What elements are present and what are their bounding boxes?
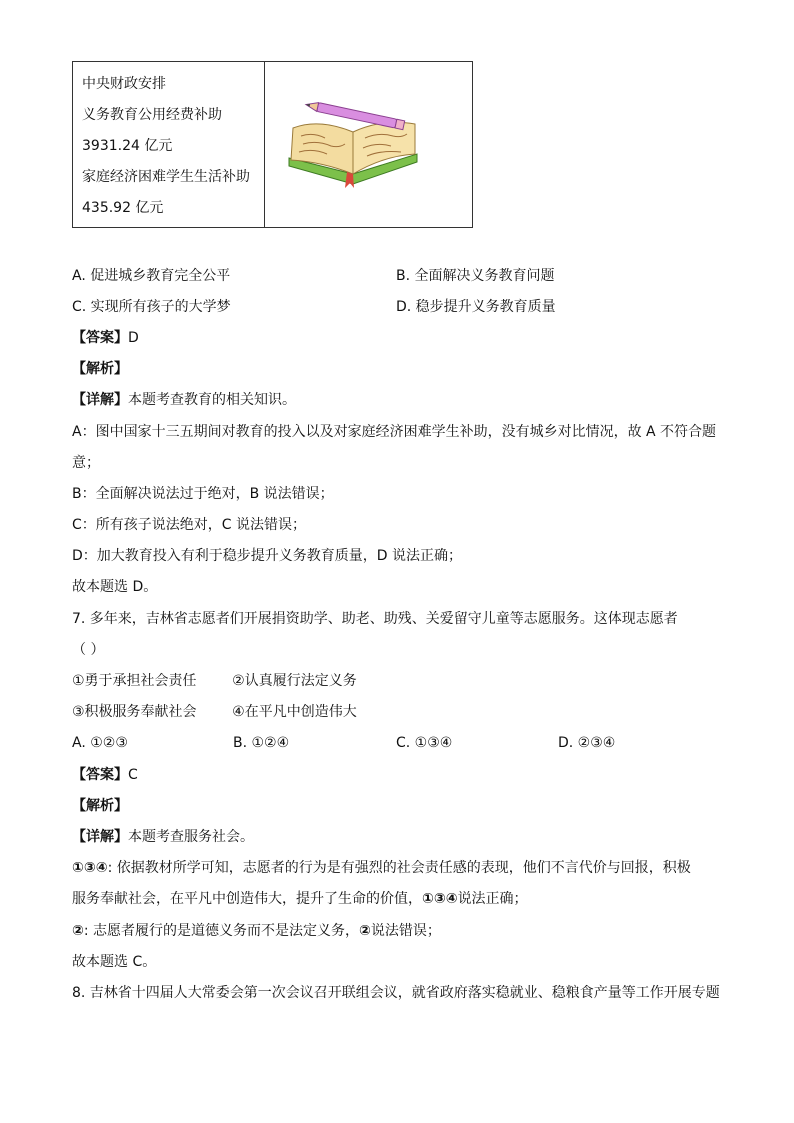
q6-line-d: D：加大教育投入有利于稳步提升义务教育质量，D 说法正确； [72, 548, 463, 564]
detail-text: 本题考查教育的相关知识。 [128, 392, 296, 408]
answer-value: D [128, 330, 139, 346]
q6-analysis-label: 【解析】 [72, 361, 128, 377]
q6-conclusion: 故本题选 D。 [72, 579, 158, 595]
q7-stem: 7. 多年来，吉林省志愿者们开展捐资助学、助老、助残、关爱留守儿童等志愿服务。这体现志愿者 [72, 611, 678, 627]
q6-option-b: B. 全面解决义务教育问题 [396, 268, 555, 284]
q7-option-d: D. ②③④ [558, 735, 616, 751]
q6-answer [72, 328, 139, 348]
q7-items-2: ③积极服务奉献社会 ④在平凡中创造伟大 [72, 704, 357, 720]
table-line-1: 中央财政安排 [82, 76, 166, 92]
q7-conclusion: 故本题选 C。 [72, 954, 157, 970]
q7-items-1: ①勇于承担社会责任 ②认真履行法定义务 [72, 673, 357, 689]
q7-option-b: B. ①②④ [233, 735, 290, 751]
info-image-cell [265, 62, 472, 227]
q6-option-c: C. 实现所有孩子的大学梦 [72, 299, 231, 315]
q7-option-c: C. ①③④ [396, 735, 453, 751]
explanation-text: : 依据教材所学可知，志愿者的行为是有强烈的社会责任感的表现，他们不言代价与回报，积极 [107, 860, 691, 876]
q7-answer [72, 765, 138, 785]
answer-label: 【答案】 [72, 767, 128, 783]
q6-line-a-cont: 意； [72, 455, 100, 471]
bold-numerals: ② [359, 923, 371, 939]
q7-paren: （ ） [72, 642, 105, 658]
q6-line-b: B：全面解决说法过于绝对，B 说法错误； [72, 486, 334, 502]
q7-analysis-label: 【解析】 [72, 798, 128, 814]
q6-line-c: C：所有孩子说法绝对，C 说法错误； [72, 517, 307, 533]
answer-label: 【答案】 [72, 330, 128, 346]
q6-option-d: D. 稳步提升义务教育质量 [396, 299, 556, 315]
q7-option-a: A. ①②③ [72, 735, 128, 751]
table-line-3: 3931.24 亿元 [82, 138, 173, 154]
q6-detail [72, 390, 296, 410]
q7-explanation-1 [72, 858, 691, 878]
detail-text: 本题考查服务社会。 [128, 829, 254, 845]
q6-line-a: A：图中国家十三五期间对教育的投入以及对家庭经济困难学生补助，没有城乡对比情况，故 A 不符合题 [72, 424, 717, 440]
q8-stem: 8. 吉林省十四届人大常委会第一次会议召开联组会议，就省政府落实稳就业、稳粮食产量等工作开展专题 [72, 985, 720, 1001]
table-line-4: 家庭经济困难学生生活补助 [82, 169, 250, 185]
explanation-text: 说法错误； [370, 923, 441, 939]
detail-label: 【详解】 [72, 829, 128, 845]
info-table [72, 61, 473, 228]
explanation-text: 服务奉献社会，在平凡中创造伟大，提升了生命的价值， [72, 891, 422, 907]
bold-numerals: ② [72, 923, 84, 939]
explanation-text: 说法正确； [457, 891, 528, 907]
table-line-5: 435.92 亿元 [82, 200, 164, 216]
book-pencil-illustration [283, 98, 423, 190]
info-text-cell [73, 62, 265, 227]
detail-label: 【详解】 [72, 392, 128, 408]
bold-numerals: ①③④ [422, 891, 458, 907]
explanation-text: : 志愿者履行的是道德义务而不是法定义务， [83, 923, 360, 939]
q6-option-a: A. 促进城乡教育完全公平 [72, 268, 231, 284]
q7-detail [72, 827, 254, 847]
q7-explanation-1-cont [72, 889, 528, 909]
bold-numerals: ①③④ [72, 860, 108, 876]
table-line-2: 义务教育公用经费补助 [82, 107, 222, 123]
answer-value: C [128, 767, 138, 783]
q7-explanation-2 [72, 921, 441, 941]
